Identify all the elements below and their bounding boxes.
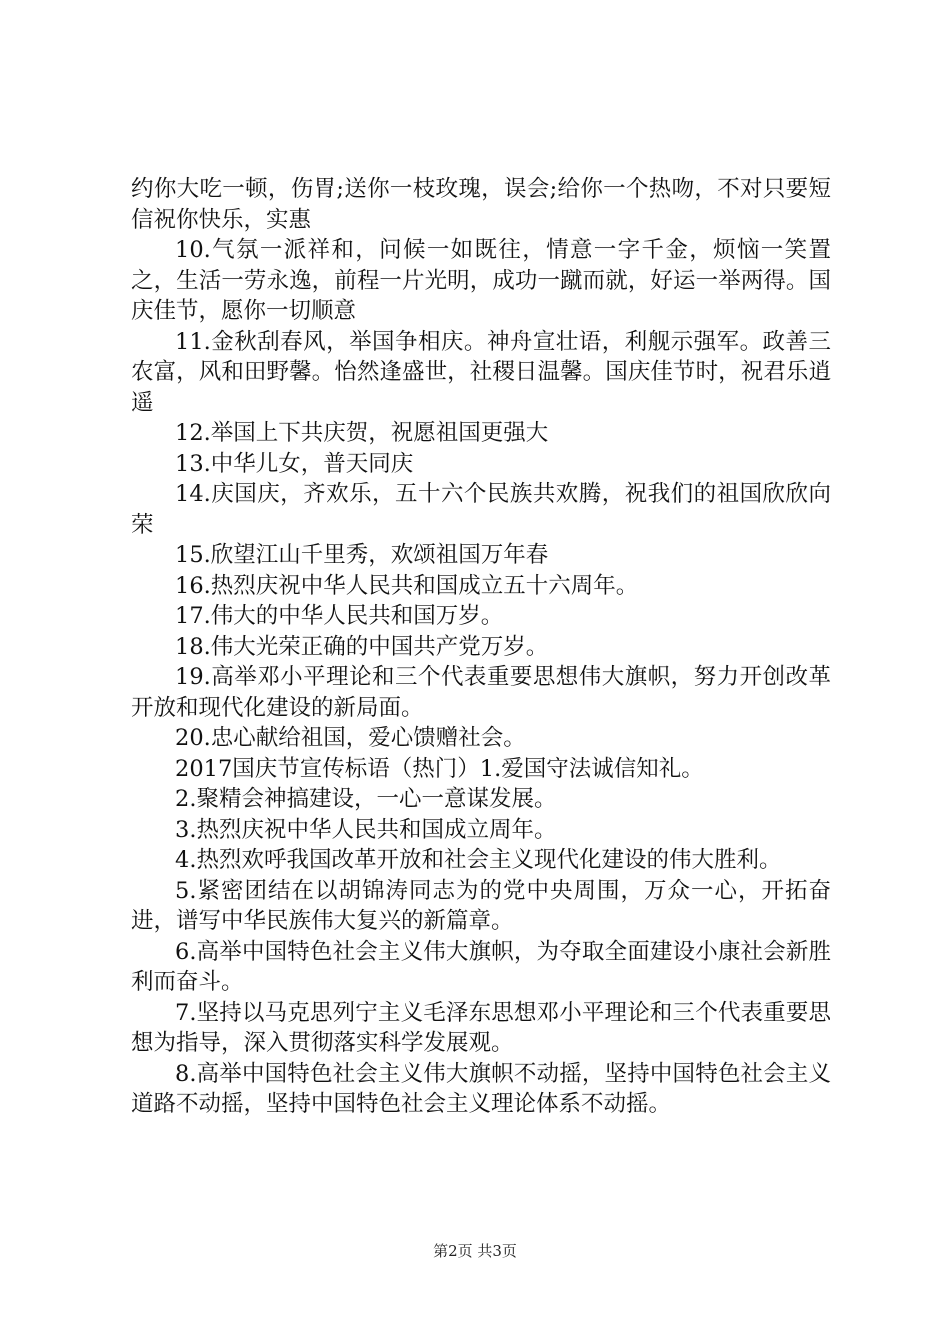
- paragraph: 20.忠心献给祖国，爱心馈赠社会。: [175, 725, 526, 751]
- paragraph: 13.中华儿女，普天同庆: [175, 450, 414, 477]
- paragraph: 11.金秋刮春风，举国争相庆。神舟宣壮语，利舰示强军。政善三农富，风和田野馨。怡然逢盛世，社稷日温馨。国庆佳节时，祝君乐逍遥: [131, 328, 831, 416]
- paragraph: 3.热烈庆祝中华人民共和国成立周年。: [175, 816, 557, 843]
- paragraph: 4.热烈欢呼我国改革开放和社会主义现代化建设的伟大胜利。: [175, 847, 782, 873]
- paragraph: 14.庆国庆，齐欢乐，五十六个民族共欢腾，祝我们的祖国欣欣向荣: [131, 481, 831, 538]
- paragraph: 约你大吃一顿，伤胃;送你一枝玫瑰，误会;给你一个热吻，不对只要短信祝你快乐，实惠: [131, 176, 831, 233]
- paragraph: 12.举国上下共庆贺，祝愿祖国更强大: [175, 420, 549, 446]
- paragraph: 10.气氛一派祥和，问候一如既往，情意一字千金，烦恼一笑置之，生活一劳永逸，前程一片光明，成功一蹴而就，好运一举两得。国庆佳节，愿你一切顺意: [131, 237, 831, 324]
- paragraph: 2.聚精会神搞建设，一心一意谋发展。: [175, 786, 557, 812]
- document-body: [131, 174, 831, 1120]
- paragraph: 6.高举中国特色社会主义伟大旗帜，为夺取全面建设小康社会新胜利而奋斗。: [131, 938, 831, 995]
- paragraph: 5.紧密团结在以胡锦涛同志为的党中央周围，万众一心，开拓奋进，谱写中华民族伟大复兴的新篇章。: [131, 877, 831, 934]
- paragraph: 19.高举邓小平理论和三个代表重要思想伟大旗帜，努力开创改革开放和现代化建设的新局面。: [131, 664, 831, 721]
- page-footer: 第2页 共3页: [433, 1242, 517, 1260]
- paragraph: 16.热烈庆祝中华人民共和国成立五十六周年。: [175, 572, 639, 599]
- paragraph: 2017国庆节宣传标语（热门）1.爱国守法诚信知礼。: [175, 755, 704, 782]
- paragraph: 15.欣望江山千里秀，欢颂祖国万年春: [175, 542, 549, 568]
- paragraph: 17.伟大的中华人民共和国万岁。: [175, 603, 504, 629]
- paragraph: 8.高举中国特色社会主义伟大旗帜不动摇，坚持中国特色社会主义道路不动摇，坚持中国特色社会主义理论体系不动摇。: [131, 1060, 831, 1117]
- paragraph: 7.坚持以马克思列宁主义毛泽东思想邓小平理论和三个代表重要思想为指导，深入贯彻落实科学发展观。: [131, 999, 831, 1056]
- paragraph: 18.伟大光荣正确的中国共产党万岁。: [175, 633, 549, 660]
